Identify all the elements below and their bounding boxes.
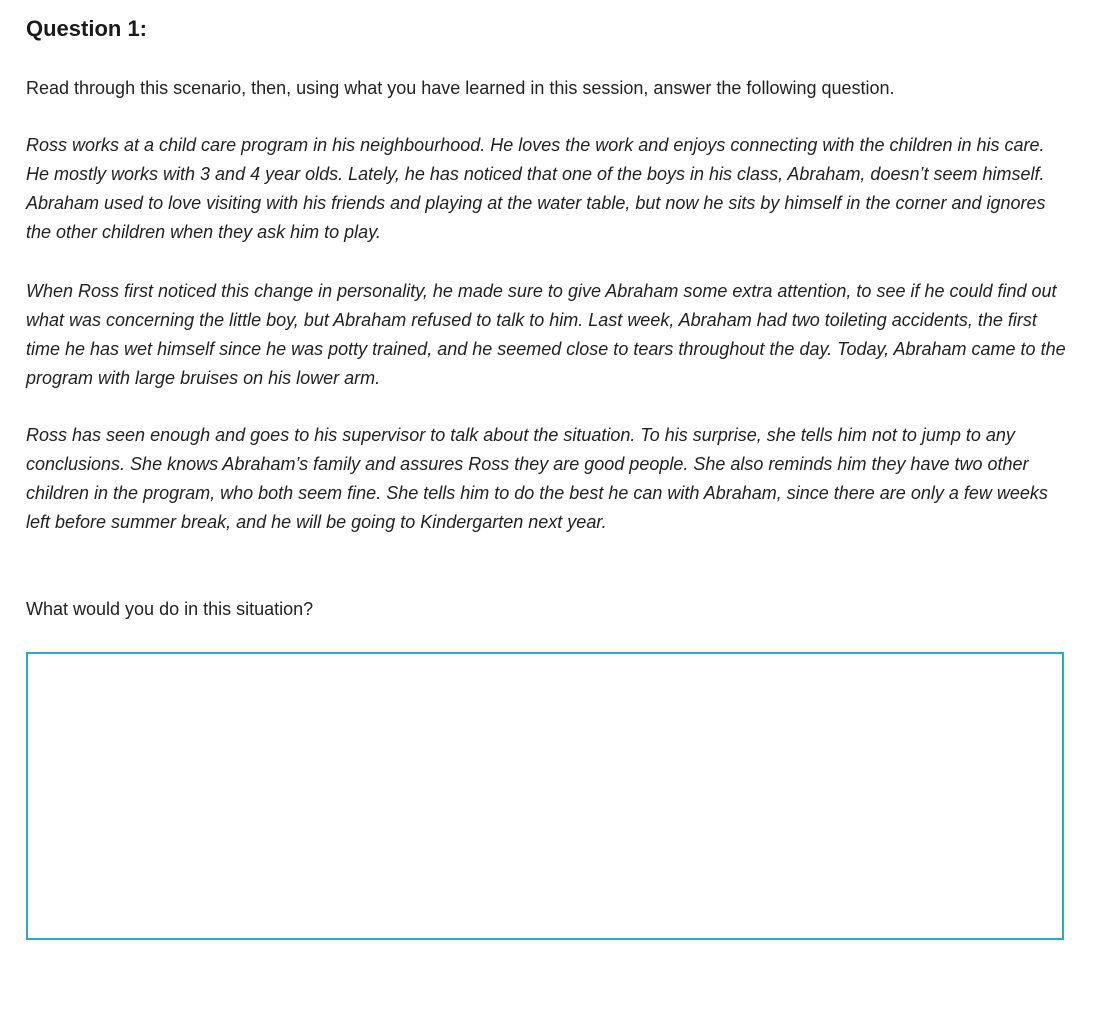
question-prompt: What would you do in this situation? — [26, 599, 314, 619]
question-title: Question 1: — [26, 16, 148, 41]
answer-textarea[interactable] — [26, 652, 1064, 940]
scenario-paragraph-2: When Ross first noticed this change in personality, he made sure to give Abraham some extra attention, to see if he could find out what was concerning the little boy, but Abraham refused to talk to him. Last week, Abraham had two toileting accidents, the first time he has wet himself since he was potty trained, and he seemed close to tears throughout the day. Today, Abraham came to the program with large bruises on his lower arm. — [26, 281, 1066, 388]
scenario-paragraph-3: Ross has seen enough and goes to his supervisor to talk about the situation. To his surprise, she tells him not to jump to any conclusions. She knows Abraham’s family and assures Ross they are good people. She also reminds him they have two other children in the program, who both seem fine. She tells him to do the best he can with Abraham, since there are only a few weeks left before summer break, and he will be going to Kindergarten next year. — [26, 425, 1048, 532]
question-intro: Read through this scenario, then, using what you have learned in this session, answer the following question. — [26, 78, 895, 98]
scenario-paragraph-1: Ross works at a child care program in his neighbourhood. He loves the work and enjoys connecting with the children in his care. He mostly works with 3 and 4 year olds. Lately, he has noticed that one of the boys in his class, Abraham, doesn’t seem himself. Abraham used to love visiting with his friends and playing at the water table, but now he sits by himself in the corner and ignores the other children when they ask him to play. — [26, 135, 1046, 242]
